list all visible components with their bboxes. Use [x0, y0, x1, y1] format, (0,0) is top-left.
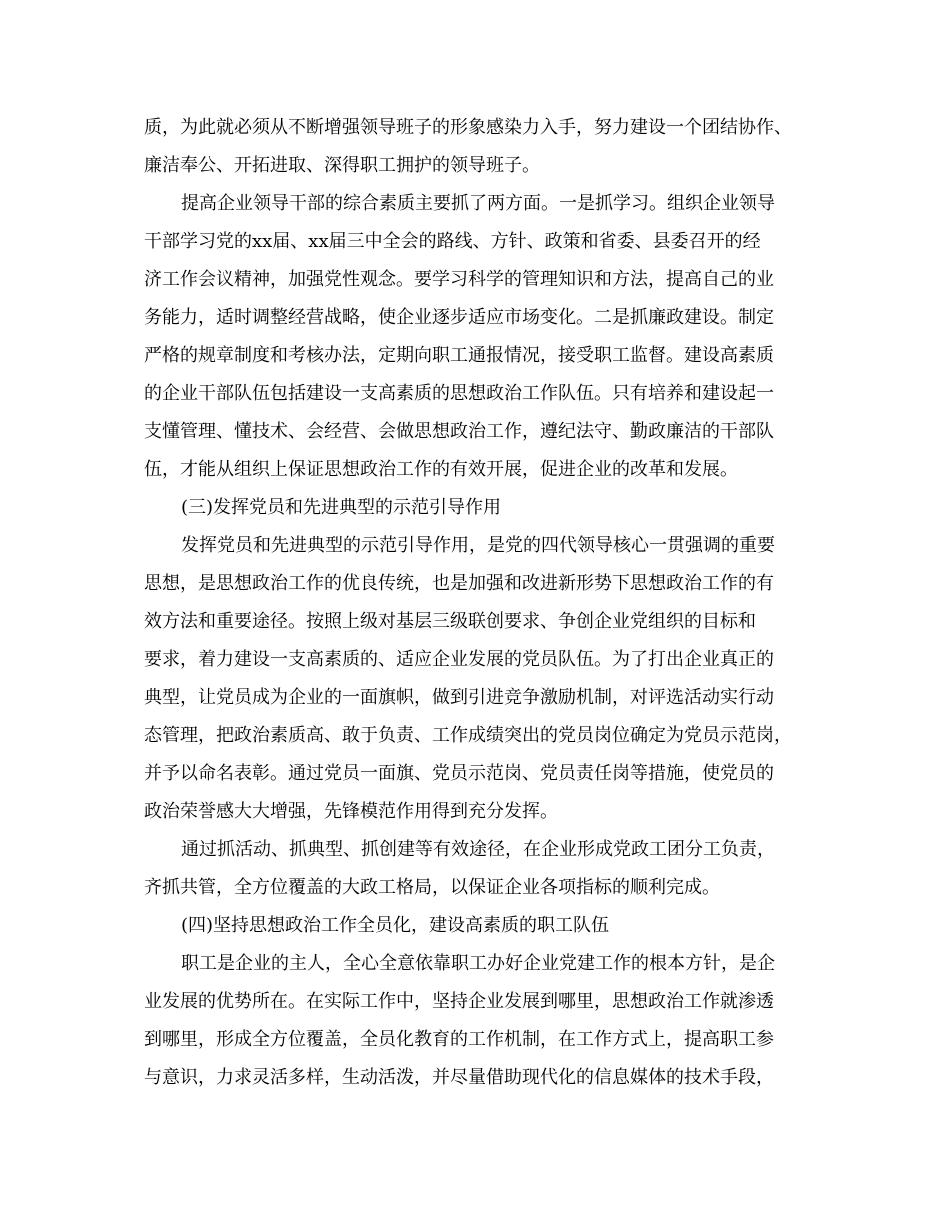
section-heading: (三)发挥党员和先进典型的示范引导作用 — [181, 497, 502, 518]
text-line: 并予以命名表彰。通过党员一面旗、党员示范岗、党员责任岗等措施，使党员的 — [144, 763, 774, 784]
text-line: 质，为此就必须从不断增强领导班子的形象感染力入手，努力建设一个团结协作、 — [144, 117, 792, 138]
text-line: 的企业干部队伍包括建设一支高素质的思想政治工作队伍。只有培养和建设起一 — [144, 383, 774, 404]
text-line: 发挥党员和先进典型的示范引导作用，是党的四代领导核心一贯强调的重要 — [181, 535, 775, 556]
text-line: 要求，着力建设一支高素质的、适应企业发展的党员队伍。为了打出企业真正的 — [144, 649, 774, 670]
text-line: 通过抓活动、抓典型、抓创建等有效途径，在企业形成党政工团分工负责， — [181, 839, 775, 860]
text-line: 思想，是思想政治工作的优良传统，也是加强和改进新形势下思想政治工作的有 — [144, 573, 774, 594]
text-line: 支懂管理、懂技术、会经营、会做思想政治工作，遵纪法守、勤政廉洁的干部队 — [144, 421, 774, 442]
text-line: 典型，让党员成为企业的一面旗帜，做到引进竞争激励机制，对评选活动实行动 — [144, 687, 774, 708]
text-line: 干部学习党的xx届、xx届三中全会的路线、方针、政策和省委、县委召开的经 — [144, 231, 761, 252]
text-line: 态管理，把政治素质高、敢于负责、工作成绩突出的党员岗位确定为党员示范岗， — [144, 725, 792, 746]
text-line: 伍，才能从组织上保证思想政治工作的有效开展，促进企业的改革和发展。 — [144, 459, 738, 480]
text-line: 济工作会议精神，加强党性观念。要学习科学的管理知识和方法，提高自己的业 — [144, 269, 774, 290]
text-line: 与意识，力求灵活多样，生动活泼，并尽量借助现代化的信息媒体的技术手段， — [144, 1067, 774, 1088]
text-line: 廉洁奉公、开拓进取、深得职工拥护的领导班子。 — [144, 155, 540, 176]
text-line: 齐抓共管，全方位覆盖的大政工格局，以保证企业各项指标的顺利完成。 — [144, 877, 720, 898]
text-line: 职工是企业的主人，全心全意依靠职工办好企业党建工作的根本方针，是企 — [181, 953, 775, 974]
text-line: 严格的规章制度和考核办法，定期向职工通报情况，接受职工监督。建设高素质 — [144, 345, 774, 366]
text-line: 业发展的优势所在。在实际工作中，坚持企业发展到哪里，思想政治工作就渗透 — [144, 991, 774, 1012]
text-line: 务能力，适时调整经营战略，使企业逐步适应市场变化。二是抓廉政建设。制定 — [144, 307, 774, 328]
text-line: 政治荣誉感大大增强，先锋模范作用得到充分发挥。 — [144, 801, 558, 822]
text-line: 到哪里，形成全方位覆盖，全员化教育的工作机制，在工作方式上，提高职工参 — [144, 1029, 774, 1050]
text-line: 提高企业领导干部的综合素质主要抓了两方面。一是抓学习。组织企业领导 — [181, 193, 775, 214]
text-line: 效方法和重要途径。按照上级对基层三级联创要求、争创企业党组织的目标和 — [144, 611, 756, 632]
section-heading: (四)坚持思想政治工作全员化，建设高素质的职工队伍 — [181, 915, 610, 936]
